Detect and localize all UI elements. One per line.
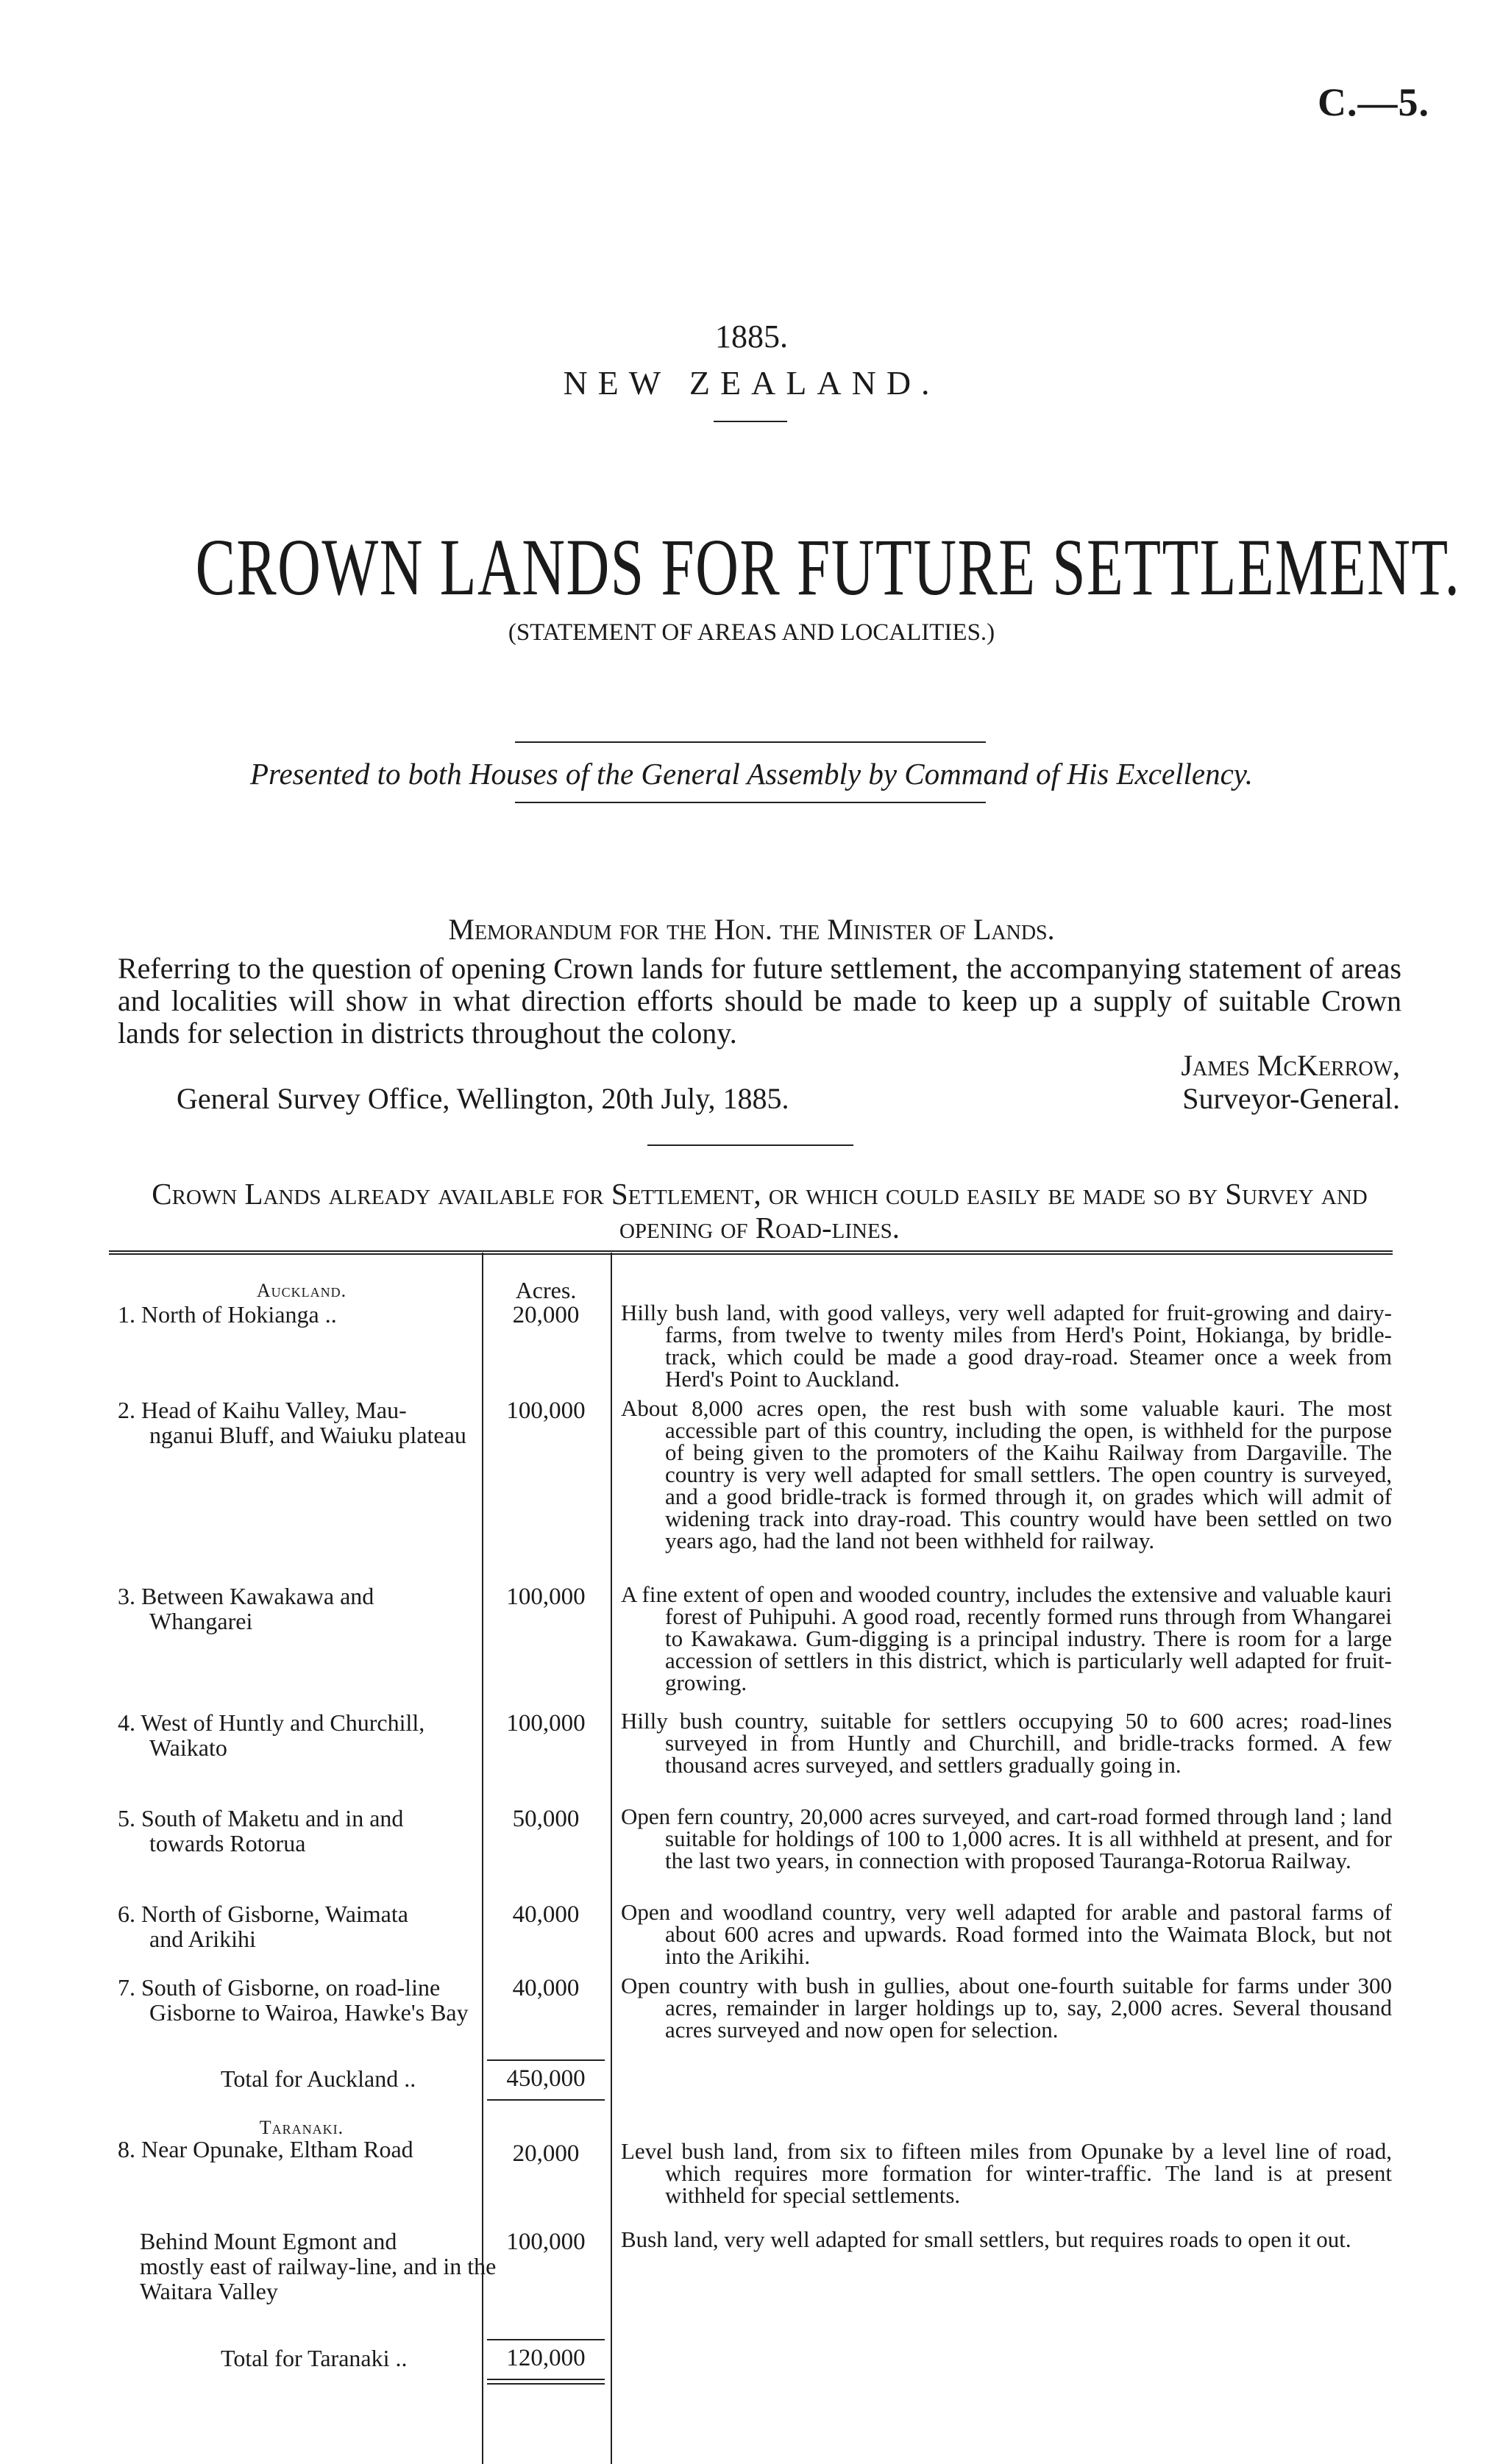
- row-description: Bush land, very well adapted for small settlers, but requires roads to open it out.: [621, 2226, 1351, 2252]
- table-row-place: [118, 2229, 497, 2304]
- place-text: 7. South of Gisborne, on road-line: [118, 1974, 441, 2001]
- acres-value: 100,000: [506, 1397, 586, 1424]
- table-row-place: [118, 1806, 475, 1856]
- acres-value: 40,000: [512, 1901, 580, 1928]
- row-description: Hilly bush country, suitable for settlers occupying 50 to 600 acres; road-lines surveyed in from Huntly and Churchill, and bridle-tracks formed. A few thousand acres surveyed, and settlers gradually going in.: [621, 1708, 1392, 1778]
- acres-value: 100,000: [506, 2229, 586, 2255]
- row-description: Open fern country, 20,000 acres surveyed, and cart-road formed through land ; land suitable for holdings of 100 to 1,000 acres. It is all withheld at present, and for the last two years, in connection with proposed Tauranga-Rotorua Railway.: [621, 1804, 1392, 1873]
- place-text-continued: towards Rotorua: [149, 1830, 306, 1856]
- signatory-name: James McKerrow,: [1181, 1049, 1400, 1082]
- acres-value: 40,000: [512, 1975, 580, 2001]
- acres-value: 20,000: [512, 2140, 580, 2167]
- place-text: 6. North of Gisborne, Waimata: [118, 1901, 408, 1927]
- total-value: 120,000: [506, 2345, 586, 2371]
- total-rule: [487, 2059, 605, 2061]
- table-row-place: [118, 1584, 475, 1634]
- place-text: 3. Between Kawakawa and: [118, 1583, 374, 1609]
- acres-value: 20,000: [512, 1302, 580, 1328]
- total-rule: [487, 2339, 605, 2340]
- row-description: Level bush land, from six to fifteen miles from Opunake by a level line of road, which requires more formation for winter-traffic. The land is at present withheld for special settlements.: [621, 2138, 1392, 2208]
- place-text: 8. Near Opunake, Eltham Road: [118, 2136, 413, 2162]
- divider: [515, 741, 986, 743]
- total-rule: [487, 2379, 605, 2380]
- place-text: Behind Mount Egmont and: [140, 2228, 397, 2254]
- table-row-place: [118, 1397, 475, 1448]
- place-text-continued: and Arikihi: [149, 1926, 256, 1952]
- office-line: General Survey Office, Wellington, 20th July, 1885.: [177, 1082, 789, 1115]
- place-text-continued: Waikato: [149, 1734, 227, 1761]
- place-text: 5. South of Maketu and in and: [118, 1805, 404, 1831]
- section-heading: Auckland.: [256, 1280, 347, 1301]
- page-subtitle: (STATEMENT OF AREAS AND LOCALITIES.): [508, 619, 995, 646]
- acres-header: Acres.: [515, 1277, 577, 1303]
- row-description: A fine extent of open and wooded country, includes the extensive and valuable kauri forest of Puhipuhi. A good road, recently formed runs through from Whangarei to Kawakawa. Gum-digging is a principal industry. There is room for a large accession of settlers in this district, which is particularly well adapted for fruit-growing.: [621, 1581, 1392, 1695]
- memo-body: Referring to the question of opening Crown lands for future settlement, the accompanying statement of areas and localities will show in what direction efforts should be made to keep up a supply of suitable Crown lands for selection in districts throughout the colony.: [118, 952, 1401, 1050]
- place-text: 4. West of Huntly and Churchill,: [118, 1709, 425, 1736]
- table-row-place: [118, 1975, 475, 2025]
- total-rule: [487, 2099, 605, 2101]
- acres-value: 50,000: [512, 1806, 580, 1832]
- row-description: About 8,000 acres open, the rest bush with some valuable kauri. The most accessible part of this country, including the open, is withheld for the purpose of being given to the promoters of the Kaihu Railway from Dargaville. The country is very well adapted for small settlers. The open country is surveyed, and a good bridle-track is formed through it, on grades which will admit of widening track into dray-road. This country would have been settled on two years ago, had the land not been withheld for railway.: [621, 1395, 1392, 1553]
- signatory-title: Surveyor-General.: [1182, 1082, 1400, 1115]
- divider: [515, 802, 986, 803]
- total-label: Total for Taranaki ..: [221, 2345, 408, 2371]
- table-row-place: [118, 2137, 475, 2162]
- total-label: Total for Auckland ..: [221, 2065, 416, 2092]
- place-text: 2. Head of Kaihu Valley, Mau-: [118, 1397, 407, 1423]
- paper-reference: C.—5.: [1318, 80, 1429, 124]
- place-text: 1. North of Hokianga ..: [118, 1301, 337, 1328]
- memo-heading: Memorandum for the Hon. the Minister of Lands.: [448, 913, 1055, 946]
- place-text-continued: Whangarei: [149, 1608, 253, 1634]
- row-description: Open country with bush in gullies, about one-fourth suitable for farms under 300 acres, remainder in larger holdings up to, say, 2,000 acres. Several thousand acres surveyed and now open for selection.: [621, 1973, 1392, 2043]
- row-description: Hilly bush land, with good valleys, very well adapted for fruit-growing and dairy-farms, from twelve to twenty miles from Herd's Point, Hokianga, by bridle-track, which could be made a good dray-road. Steamer once a week from Herd's Point to Auckland.: [621, 1300, 1392, 1392]
- page-title: CROWN LANDS FOR FUTURE SETTLEMENT.: [195, 522, 1461, 612]
- section-heading: Taranaki.: [259, 2117, 344, 2138]
- acres-value: 100,000: [506, 1710, 586, 1737]
- place-text-continued: Gisborne to Wairoa, Hawke's Bay: [149, 1999, 469, 2026]
- total-value: 450,000: [506, 2065, 586, 2092]
- presented-line: Presented to both Houses of the General Assembly by Command of His Excellency.: [250, 757, 1253, 791]
- total-rule: [487, 2383, 605, 2385]
- place-text-continued: mostly east of railway-line, and in the Waitara Valley: [140, 2253, 497, 2304]
- table-row-place: [118, 1710, 475, 1760]
- column-rule: [611, 1253, 612, 2464]
- table-heading: Crown Lands already available for Settlement, or which could easily be made so by Survey and opening of Road-lines.: [152, 1177, 1368, 1245]
- table-row-place: [118, 1901, 475, 1951]
- row-description: Open and woodland country, very well adapted for arable and pastoral farms of about 600 acres and upwards. Road formed into the Waimata Block, but not into the Arikihi.: [621, 1899, 1392, 1969]
- table-top-rule: [109, 1250, 1393, 1252]
- year: 1885.: [715, 318, 788, 355]
- place-text-continued: nganui Bluff, and Waiuku plateau: [149, 1422, 466, 1448]
- divider: [714, 421, 787, 422]
- divider: [647, 1144, 853, 1146]
- acres-value: 100,000: [506, 1584, 586, 1610]
- table-top-rule: [109, 1253, 1393, 1255]
- country: NEW ZEALAND.: [563, 364, 940, 402]
- table-row-place: [118, 1302, 475, 1327]
